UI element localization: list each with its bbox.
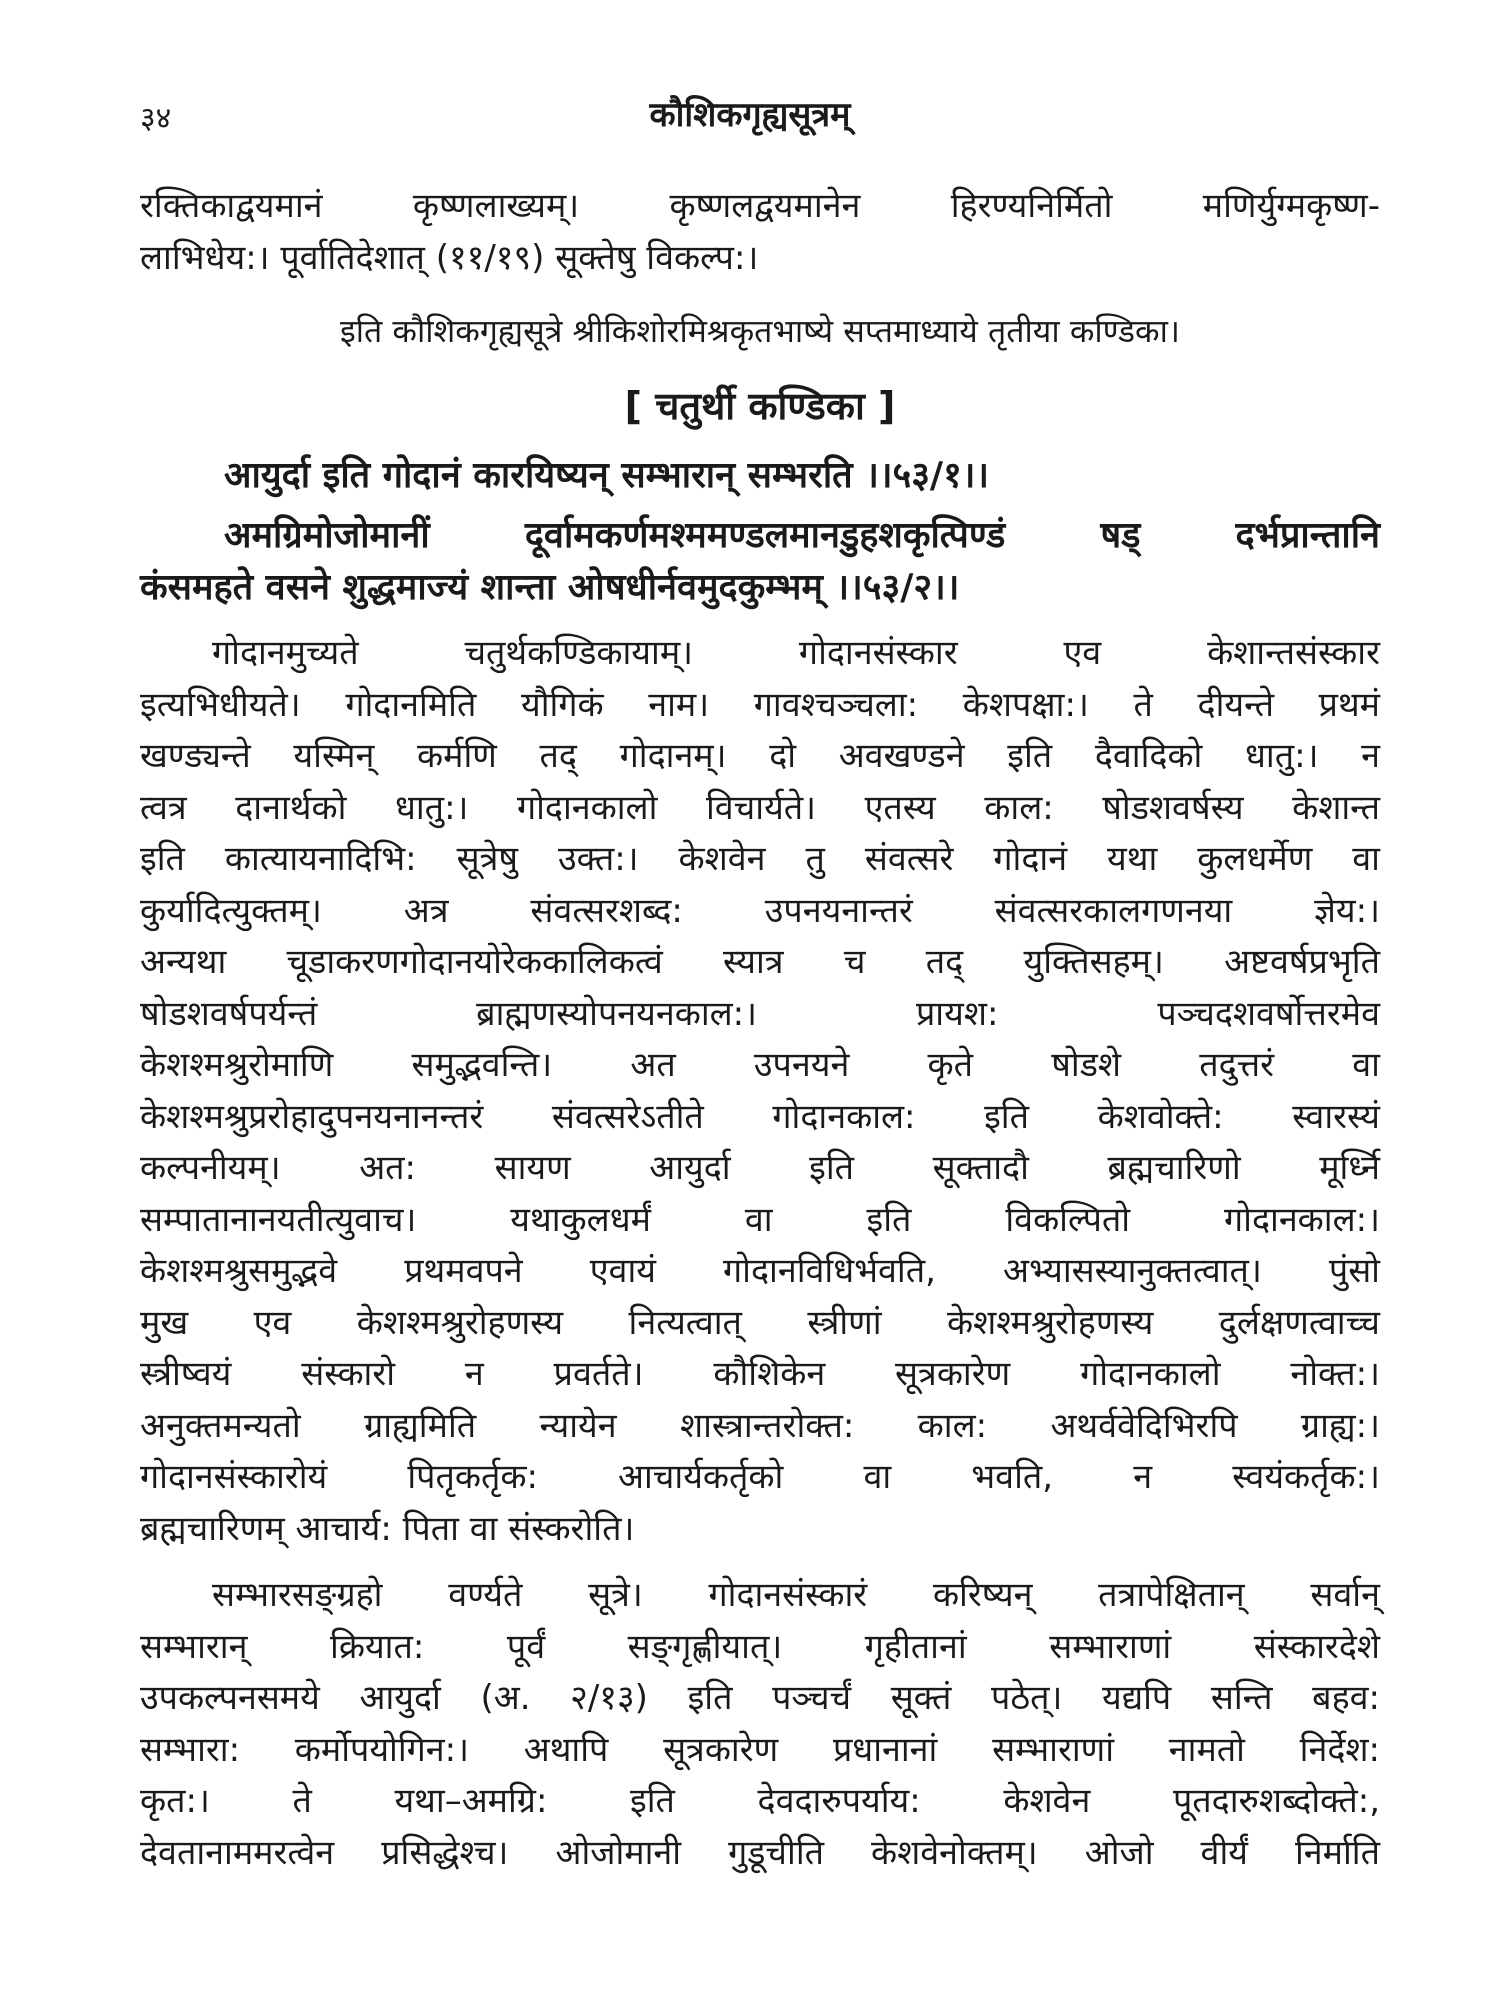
section-heading: [ चतुर्थी कण्डिका ] [624,384,896,428]
text-line: गोदानसंस्कारोयं पितृकर्तृक: आचार्यकर्तृको वा भवति, न स्वयंकर्तृक:। [140,1457,1380,1497]
text-line: इत्यभिधीयते। गोदानमिति यौगिकं नाम। गावश्चञ्चला: केशपक्षा:। ते दीयन्ते प्रथमं [140,684,1380,725]
text-line: उपकल्पनसमये आयुर्दा (अ. २/१३) इति पञ्चर्चं सूक्तं पठेत्। यद्यपि सन्ति बहव: [140,1678,1380,1718]
text-line: इति कात्यायनादिभि: सूत्रेषु उक्त:। केशवेन तु संवत्सरे गोदानं यथा कुलधर्मेण वा [140,839,1380,879]
text-line: केशश्मश्रुप्ररोहादुपनयनानन्तरं संवत्सरेऽतीते गोदानकाल: इति केशवोक्ते: स्वारस्यं [140,1096,1380,1137]
text-line: सम्भारसङ्ग्रहो वर्ण्यते सूत्रे। गोदानसंस्कारं करिष्यन् तत्रापेक्षितान् सर्वान् [212,1575,1380,1615]
text-line: अनुक्तमन्यतो ग्राह्यमिति न्यायेन शास्त्रान्तरोक्त: काल: अथर्ववेदिभिरपि ग्राह्य:। [140,1405,1380,1446]
text-line: गोदानमुच्यते चतुर्थकण्डिकायाम्। गोदानसंस्कार एव केशान्तसंस्कार [212,633,1380,673]
text-line: कृत:। ते यथा–अमग्रि: इति देवदारुपर्याय: केशवेन पूतदारुशब्दोक्ते:, [140,1781,1380,1821]
text-line: अन्यथा चूडाकरणगोदानयोरेककालिकत्वं स्यात्र च तद् युक्तिसहम्। अष्टवर्षप्रभृति [140,942,1380,982]
colophon: इति कौशिकगृह्यसूत्रे श्रीकिशोरमिश्रकृतभाष्ये सप्तमाध्याये तृतीया कण्डिका। [339,312,1180,350]
text-line: मुख एव केशश्मश्रुरोहणस्य नित्यत्वात् स्त्रीणां केशश्मश्रुरोहणस्य दुर्लक्षणत्वाच्च [140,1302,1380,1343]
commentary-paragraph-1 [140,628,1380,1555]
commentary-paragraph-2 [140,1570,1380,1879]
running-title: कौशिकगृह्यसूत्रम् [649,95,851,135]
text-line: स्त्रीष्वयं संस्कारो न प्रवर्तते। कौशिकेन सूत्रकारेण गोदानकालो नोक्त:। [140,1354,1380,1394]
text-line: सम्भारा: कर्मोपयोगिन:। अथापि सूत्रकारेण प्रधानानां सम्भाराणां नामतो निर्देश: [140,1729,1380,1770]
sutra-1: आयुर्दा इति गोदानं कारयिष्यन् सम्भारान् सम्भरति ।।५३/१।। [224,455,990,496]
text-line: सम्पातानानयतीत्युवाच। यथाकुलधर्मं वा इति विकल्पितो गोदानकाल:। [140,1199,1380,1240]
text-line: केशश्मश्रुसमुद्भवे प्रथमवपने एवायं गोदानविधिर्भवति, अभ्यासस्यानुक्तत्वात्। पुंसो [140,1251,1380,1291]
text-line: केशश्मश्रुरोमाणि समुद्भवन्ति। अत उपनयने कृते षोडशे तदुत्तरं वा [140,1045,1380,1085]
text-line: त्वत्र दानार्थको धातु:। गोदानकालो विचार्यते। एतस्य काल: षोडशवर्षस्य केशान्त [140,787,1380,828]
text-line: लाभिधेय:। पूर्वातिदेशात् (११/१९) सूक्तेषु विकल्प:। [140,238,759,278]
text-line: षोडशवर्षपर्यन्तं ब्राह्मणस्योपनयनकाल:। प्रायश: पञ्चदशवर्षोत्तरमेव [140,993,1380,1034]
intro-paragraph [140,180,1380,284]
text-line: रक्तिकाद्वयमानं कृष्णलाख्यम्। कृष्णलद्वयमानेन हिरण्यनिर्मितो मणिर्युग्मकृष्ण- [140,186,1380,226]
text-line: खण्ड्यन्ते यस्मिन् कर्मणि तद् गोदानम्। दो अवखण्डने इति दैवादिको धातु:। न [140,736,1380,776]
text-line: कुर्यादित्युक्तम्। अत्र संवत्सरशब्द: उपनयनान्तरं संवत्सरकालगणनया ज्ञेय:। [140,890,1380,931]
sutra-2 [140,510,1380,614]
text-line: कंसमहते वसने शुद्धमाज्यं शान्ता ओषधीर्नवमुदकुम्भम् ।।५३/२।। [140,567,960,608]
page-number: ३४ [140,101,172,136]
text-line: अमग्रिमोजोमानीं दूर्वामकर्णमश्ममण्डलमानडुहशकृत्पिण्डं षड् दर्भप्रान्तानि [224,515,1380,556]
text-line: ब्रह्मचारिणम् आचार्य: पिता वा संस्करोति। [140,1508,635,1549]
text-line: कल्पनीयम्। अत: सायण आयुर्दा इति सूक्तादौ ब्रह्मचारिणो मूर्ध्नि [140,1148,1380,1188]
text-line: सम्भारान् क्रियात: पूर्वं सङ्गृह्णीयात्। गृहीतानां सम्भाराणां संस्कारदेशे [140,1626,1380,1667]
text-line: देवतानाममरत्वेन प्रसिद्धेश्च। ओजोमानी गुडूचीति केशवेनोक्तम्। ओजो वीर्यं निर्माति [140,1832,1380,1873]
